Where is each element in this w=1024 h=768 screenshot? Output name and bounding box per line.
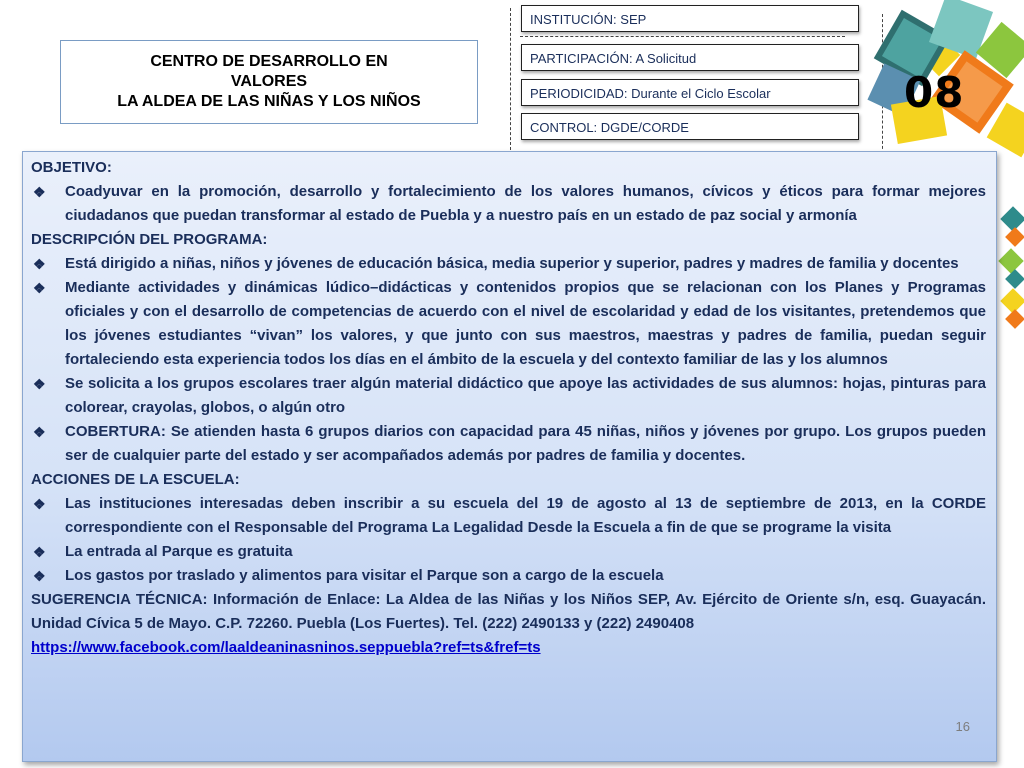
descripcion-item: ❖ Mediante actividades y dinámicas lúdico–didácticas y contenidos propios que se relacionan con los Planes y Programas oficiales y con el desarrollo de competencias de acuerdo con el nivel de escolaridad y edad de los visitantes, pretendemos que los jóvenes estudiantes “vivan” los valores, y que junto con sus maestros, maestras y padres de familia, puedan seguir fortaleciendo esta experiencia todos los días en el ámbito de la escuela y del contexto familiar de las y los alumnos xyxy=(31,276,986,372)
descripcion-item: ❖ Se solicita a los grupos escolares traer algún material didáctico que apoye las actividades de sus alumnos: hojas, pinturas para colorear, crayolas, globos, o algún otro xyxy=(31,372,986,420)
acciones-item: ❖ Los gastos por traslado y alimentos para visitar el Parque son a cargo de la escuela xyxy=(31,564,986,588)
control-field: CONTROL: DGDE/CORDE xyxy=(521,113,859,140)
bullet-diamond-icon: ❖ xyxy=(33,496,46,512)
program-title-line1: CENTRO DE DESARROLLO EN xyxy=(150,53,388,70)
program-title-line3: LA ALDEA DE LAS NIÑAS Y LOS NIÑOS xyxy=(117,93,421,110)
acciones-item: ❖ La entrada al Parque es gratuita xyxy=(31,540,986,564)
dashed-divider-vertical xyxy=(510,8,511,150)
descripcion-item: ❖ Está dirigido a niñas, niños y jóvenes de educación básica, media superior y superior, padres y madres de familia y docentes xyxy=(31,252,986,276)
acciones-item: ❖ Las instituciones interesadas deben inscribir a su escuela del 19 de agosto al 13 de septiembre de 2013, en la CORDE correspondiente con el Responsable del Programa La Legalidad Desde la Escuela a fin de que se programe la visita xyxy=(31,492,986,540)
decorative-cubes-side xyxy=(994,200,1024,340)
participacion-field: PARTICIPACIÓN: A Solicitud xyxy=(521,44,859,71)
bullet-diamond-icon: ❖ xyxy=(33,256,46,272)
bullet-diamond-icon: ❖ xyxy=(33,424,46,440)
periodicidad-field: PERIODICIDAD: Durante el Ciclo Escolar xyxy=(521,79,859,106)
program-content-box xyxy=(22,151,997,762)
acciones-heading: ACCIONES DE LA ESCUELA: xyxy=(31,471,240,488)
sugerencia-tecnica: SUGERENCIA TÉCNICA: Información de Enlace: La Aldea de las Niñas y los Niños SEP, Av. Ejército de Oriente s/n, esq. Guayacán. Unidad Cívica 5 de Mayo. C.P. 72260. Puebla (Los Fuertes). Tel. (222) 2490133 y (222) 2490408 xyxy=(31,591,986,632)
dashed-divider-horizontal xyxy=(520,36,845,37)
bullet-diamond-icon: ❖ xyxy=(33,568,46,584)
page-number: 16 xyxy=(955,719,970,734)
bullet-diamond-icon: ❖ xyxy=(33,544,46,560)
bullet-diamond-icon: ❖ xyxy=(33,376,46,392)
objetivo-heading: OBJETIVO: xyxy=(31,159,112,176)
facebook-link[interactable]: https://www.facebook.com/laaldeaninasninos.seppuebla?ref=ts&fref=ts xyxy=(31,639,541,656)
objetivo-item: ❖ Coadyuvar en la promoción, desarrollo y fortalecimiento de los valores humanos, cívicos y éticos para formar mejores ciudadanos que puedan transformar al estado de Puebla y a nuestro país en un estado de paz social y armonía xyxy=(31,180,986,228)
program-title-box xyxy=(60,40,478,124)
institucion-field: INSTITUCIÓN: SEP xyxy=(521,5,859,32)
slide-number-badge: 08 xyxy=(904,68,965,117)
descripcion-heading: DESCRIPCIÓN DEL PROGRAMA: xyxy=(31,231,268,248)
bullet-diamond-icon: ❖ xyxy=(33,184,46,200)
program-title-line2: VALORES xyxy=(230,73,308,90)
bullet-diamond-icon: ❖ xyxy=(33,280,46,296)
descripcion-item: ❖ COBERTURA: Se atienden hasta 6 grupos diarios con capacidad para 45 niñas, niños y jóvenes por grupo. Los grupos pueden ser de cualquier parte del estado y ser acompañados además por padres de familia y docentes. xyxy=(31,420,986,468)
